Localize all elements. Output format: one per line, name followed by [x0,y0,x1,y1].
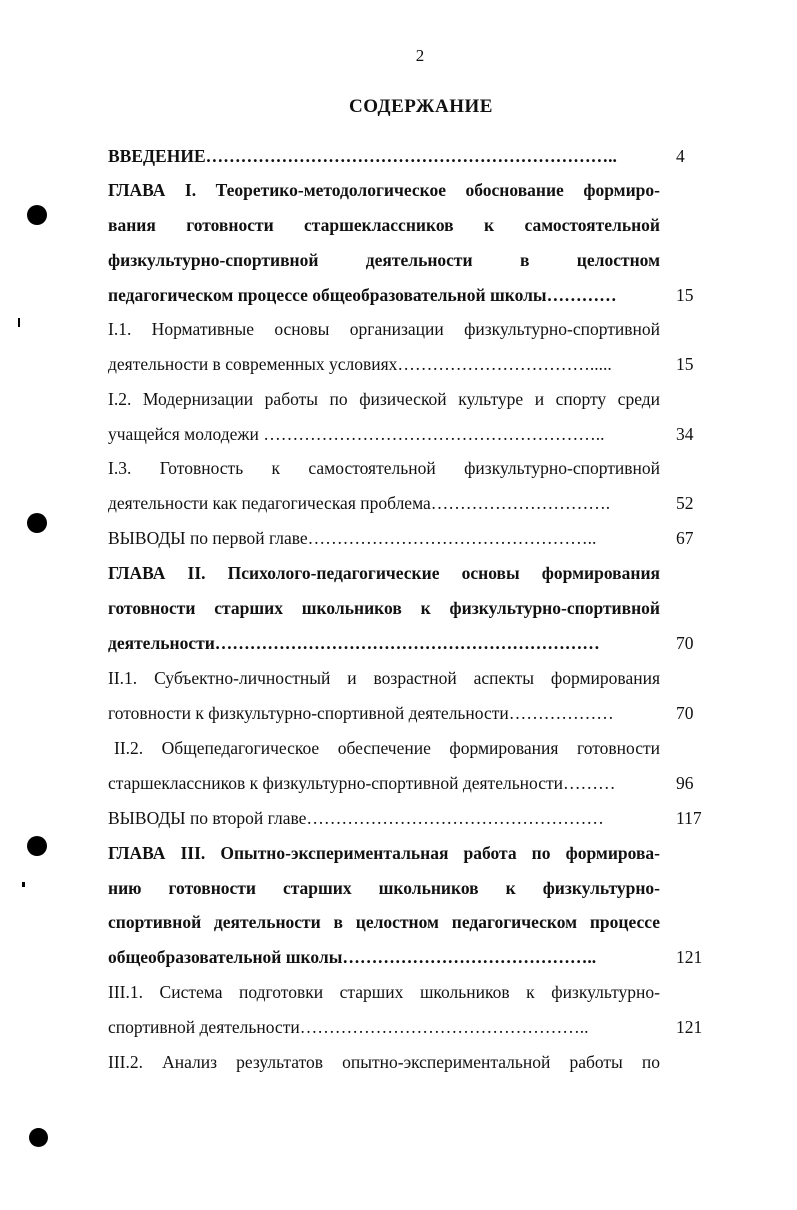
toc-line: деятельности в современных условиях……………………………..... [108,354,612,374]
toc-line: III.1. Система подготовки старших школьников к физкультурно- [108,982,660,1002]
toc-line: ГЛАВА II. Психолого-педагогические основы формирования [108,563,660,583]
binder-hole-mark [27,513,47,533]
toc-line: нию готовности старших школьников к физкультурно- [108,878,660,898]
toc-line: спортивной деятельности………………………………………….. [108,1017,589,1037]
binder-hole-mark [27,205,47,225]
toc-page: 4 [676,146,685,166]
page-title: СОДЕРЖАНИЕ [349,96,493,117]
toc-line: II.1. Субъектно-личностный и возрастной аспекты формирования [108,668,660,688]
toc-line: ВЫВОДЫ по первой главе………………………………………….. [108,528,597,548]
toc-line: вания готовности старшеклассников к самостоятельной [108,215,660,235]
toc-page: 67 [676,528,694,548]
toc-line: готовности к физкультурно-спортивной деятельности……………… [108,703,614,723]
toc-page: 15 [676,354,694,374]
toc-line: спортивной деятельности в целостном педагогическом процессе [108,912,660,932]
toc-line: педагогическом процессе общеобразовательной школы………… [108,285,617,305]
toc-page: 52 [676,493,694,513]
toc-page: 15 [676,285,694,305]
toc-line: готовности старших школьников к физкультурно-спортивной [108,598,660,618]
toc-line: ВЫВОДЫ по второй главе…………………………………………… [108,808,604,828]
toc-page: 121 [676,1017,703,1037]
toc-line: учащейся молодежи ………………………………………………….. [108,424,605,444]
toc-page: 121 [676,947,703,967]
toc-page: 70 [676,633,694,653]
toc-line: общеобразовательной школы…………………………………….. [108,947,597,967]
toc-page: 70 [676,703,694,723]
toc-line: физкультурно-спортивной деятельности в целостном [108,250,660,270]
toc-line: деятельности………………………………………………………… [108,633,600,653]
toc-line: ГЛАВА I. Теоретико-методологическое обоснование формиро- [108,180,660,200]
binder-hole-mark [27,836,47,856]
toc-line: ГЛАВА III. Опытно-экспериментальная работа по формирова- [108,843,660,863]
scan-artifact [22,882,25,887]
binder-hole-mark [29,1128,48,1147]
toc-line: I.3. Готовность к самостоятельной физкультурно-спортивной [108,458,660,478]
toc-page: 117 [676,808,702,828]
toc-page: 34 [676,424,694,444]
scan-artifact [18,318,20,327]
toc-line: старшеклассников к физкультурно-спортивной деятельности……… [108,773,616,793]
toc-page: 96 [676,773,694,793]
toc-line: I.1. Нормативные основы организации физкультурно-спортивной [108,319,660,339]
toc-line: ВВЕДЕНИЕ…………………………………………………………….. [108,146,617,166]
toc-line: деятельности как педагогическая проблема…………………………. [108,493,611,513]
toc-line: I.2. Модернизации работы по физической культуре и спорту среди [108,389,660,409]
toc-line: II.2. Общепедагогическое обеспечение формирования готовности [114,738,660,758]
page-number: 2 [415,46,425,65]
toc-line: III.2. Анализ результатов опытно-экспериментальной работы по [108,1052,660,1072]
